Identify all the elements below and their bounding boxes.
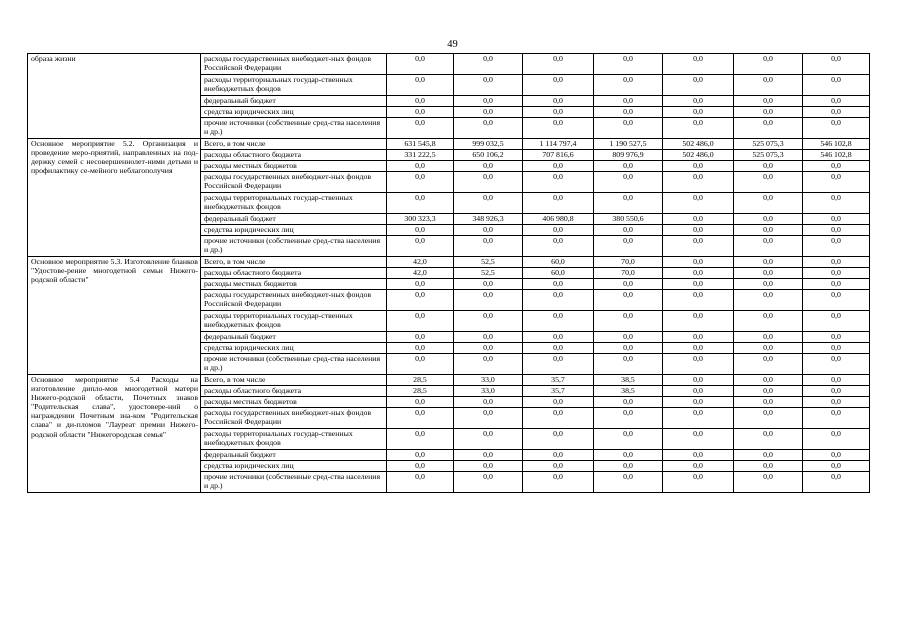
value-cell: 0,0 (594, 311, 663, 332)
value-cell: 300 323,3 (387, 214, 454, 225)
funding-source: расходы государственных внебюджет-ных фондов Российской Федерации (201, 54, 387, 75)
value-cell: 0,0 (734, 397, 803, 408)
value-cell: 0,0 (734, 96, 803, 107)
value-cell: 0,0 (523, 290, 594, 311)
value-cell: 0,0 (663, 75, 734, 96)
value-cell: 0,0 (387, 107, 454, 118)
value-cell: 0,0 (734, 172, 803, 193)
value-cell: 0,0 (663, 107, 734, 118)
measure-description: Основное мероприятие 5.4 Расходы на изготовление дипло-мов многодетной матери Нижего-родской области, Почетных знаков "Родительская слава", удостовере-ний о награждении Почетным зна-ком "Родительская слава" и ди-пломов "Лауреат премии Нижего-родской области "Нижегородская семья" (28, 375, 201, 493)
funding-source: Всего, в том числе (201, 257, 387, 268)
value-cell: 0,0 (734, 429, 803, 450)
value-cell: 33,0 (454, 375, 523, 386)
value-cell: 0,0 (387, 54, 454, 75)
value-cell: 546 102,8 (803, 139, 870, 150)
value-cell: 0,0 (663, 290, 734, 311)
value-cell: 0,0 (387, 354, 454, 375)
value-cell: 0,0 (594, 397, 663, 408)
value-cell: 0,0 (594, 408, 663, 429)
value-cell: 0,0 (387, 172, 454, 193)
funding-source: федеральный бюджет (201, 96, 387, 107)
value-cell: 502 486,0 (663, 150, 734, 161)
value-cell: 0,0 (454, 450, 523, 461)
funding-source: прочие источники (собственные сред-ства населения и др.) (201, 472, 387, 493)
value-cell: 0,0 (387, 236, 454, 257)
value-cell: 0,0 (663, 386, 734, 397)
value-cell: 0,0 (594, 225, 663, 236)
value-cell: 0,0 (663, 161, 734, 172)
value-cell: 28,5 (387, 386, 454, 397)
value-cell: 0,0 (663, 193, 734, 214)
value-cell: 0,0 (523, 311, 594, 332)
value-cell: 0,0 (523, 450, 594, 461)
value-cell: 0,0 (663, 472, 734, 493)
table-row (28, 375, 870, 386)
value-cell: 0,0 (523, 54, 594, 75)
value-cell: 0,0 (734, 118, 803, 139)
value-cell: 0,0 (803, 193, 870, 214)
value-cell: 0,0 (594, 193, 663, 214)
value-cell: 70,0 (594, 268, 663, 279)
value-cell: 0,0 (803, 96, 870, 107)
value-cell: 60,0 (523, 268, 594, 279)
value-cell: 0,0 (663, 118, 734, 139)
value-cell: 0,0 (594, 429, 663, 450)
value-cell: 0,0 (803, 172, 870, 193)
value-cell: 0,0 (734, 75, 803, 96)
value-cell: 525 075,3 (734, 150, 803, 161)
value-cell: 0,0 (734, 257, 803, 268)
value-cell: 0,0 (387, 279, 454, 290)
funding-source: Всего, в том числе (201, 139, 387, 150)
value-cell: 0,0 (803, 354, 870, 375)
table-row (28, 139, 870, 150)
value-cell: 42,0 (387, 268, 454, 279)
value-cell: 0,0 (523, 461, 594, 472)
value-cell: 0,0 (594, 290, 663, 311)
table-row (28, 54, 870, 75)
value-cell: 0,0 (803, 75, 870, 96)
value-cell: 0,0 (523, 343, 594, 354)
value-cell: 0,0 (803, 107, 870, 118)
funding-source: расходы местных бюджетов (201, 161, 387, 172)
value-cell: 0,0 (734, 332, 803, 343)
value-cell: 0,0 (523, 236, 594, 257)
funding-source: средства юридических лиц (201, 461, 387, 472)
value-cell: 0,0 (594, 75, 663, 96)
value-cell: 0,0 (594, 236, 663, 257)
value-cell: 0,0 (523, 107, 594, 118)
value-cell: 0,0 (803, 397, 870, 408)
value-cell: 0,0 (734, 408, 803, 429)
value-cell: 0,0 (663, 172, 734, 193)
funding-source: расходы местных бюджетов (201, 397, 387, 408)
value-cell: 0,0 (523, 472, 594, 493)
value-cell: 0,0 (663, 375, 734, 386)
value-cell: 0,0 (454, 408, 523, 429)
value-cell: 525 075,3 (734, 139, 803, 150)
funding-source: федеральный бюджет (201, 450, 387, 461)
value-cell: 0,0 (663, 332, 734, 343)
value-cell: 0,0 (734, 193, 803, 214)
value-cell: 0,0 (734, 161, 803, 172)
value-cell: 809 976,9 (594, 150, 663, 161)
value-cell: 0,0 (663, 408, 734, 429)
measure-description: Основное мероприятие 5.3. Изготовление бланков "Удостове-рение многодетной семьи Нижего-родской области" (28, 257, 201, 375)
value-cell: 0,0 (803, 311, 870, 332)
value-cell: 0,0 (734, 225, 803, 236)
value-cell: 0,0 (523, 172, 594, 193)
value-cell: 0,0 (803, 214, 870, 225)
value-cell: 0,0 (803, 386, 870, 397)
value-cell: 0,0 (594, 161, 663, 172)
value-cell: 52,5 (454, 268, 523, 279)
value-cell: 0,0 (454, 172, 523, 193)
value-cell: 0,0 (803, 290, 870, 311)
value-cell: 0,0 (803, 429, 870, 450)
budget-table (27, 53, 870, 493)
value-cell: 0,0 (523, 161, 594, 172)
value-cell: 0,0 (594, 118, 663, 139)
value-cell: 52,5 (454, 257, 523, 268)
funding-source: средства юридических лиц (201, 225, 387, 236)
value-cell: 0,0 (803, 408, 870, 429)
value-cell: 0,0 (594, 472, 663, 493)
funding-source: расходы государственных внебюджет-ных фондов Российской Федерации (201, 290, 387, 311)
value-cell: 0,0 (594, 279, 663, 290)
value-cell: 28,5 (387, 375, 454, 386)
value-cell: 331 222,5 (387, 150, 454, 161)
funding-source: федеральный бюджет (201, 214, 387, 225)
value-cell: 0,0 (454, 461, 523, 472)
value-cell: 707 816,6 (523, 150, 594, 161)
value-cell: 0,0 (387, 225, 454, 236)
value-cell: 0,0 (454, 290, 523, 311)
value-cell: 0,0 (663, 257, 734, 268)
value-cell: 546 102,8 (803, 150, 870, 161)
value-cell: 0,0 (734, 386, 803, 397)
table-body (28, 54, 870, 493)
value-cell: 35,7 (523, 375, 594, 386)
value-cell: 0,0 (734, 472, 803, 493)
value-cell: 0,0 (454, 311, 523, 332)
value-cell: 0,0 (803, 375, 870, 386)
value-cell: 70,0 (594, 257, 663, 268)
value-cell: 0,0 (734, 279, 803, 290)
value-cell: 0,0 (734, 214, 803, 225)
value-cell: 0,0 (454, 397, 523, 408)
value-cell: 0,0 (594, 96, 663, 107)
value-cell: 0,0 (387, 96, 454, 107)
value-cell: 0,0 (803, 268, 870, 279)
value-cell: 0,0 (663, 54, 734, 75)
value-cell: 0,0 (734, 450, 803, 461)
value-cell: 0,0 (663, 343, 734, 354)
value-cell: 0,0 (663, 268, 734, 279)
value-cell: 0,0 (387, 193, 454, 214)
value-cell: 0,0 (523, 429, 594, 450)
value-cell: 0,0 (387, 397, 454, 408)
value-cell: 0,0 (454, 107, 523, 118)
value-cell: 0,0 (594, 107, 663, 118)
value-cell: 0,0 (387, 461, 454, 472)
funding-source: расходы областного бюджета (201, 386, 387, 397)
value-cell: 406 980,8 (523, 214, 594, 225)
value-cell: 0,0 (663, 450, 734, 461)
value-cell: 0,0 (387, 429, 454, 450)
measure-description: образа жизни (28, 54, 201, 139)
value-cell: 0,0 (734, 354, 803, 375)
value-cell: 0,0 (523, 397, 594, 408)
value-cell: 0,0 (663, 214, 734, 225)
value-cell: 0,0 (803, 279, 870, 290)
funding-source: прочие источники (собственные сред-ства населения и др.) (201, 354, 387, 375)
value-cell: 0,0 (663, 311, 734, 332)
value-cell: 0,0 (734, 375, 803, 386)
page-number: 49 (447, 39, 458, 50)
funding-source: расходы территориальных государ-ственных внебюджетных фондов (201, 429, 387, 450)
value-cell: 1 190 527,5 (594, 139, 663, 150)
funding-source: расходы областного бюджета (201, 268, 387, 279)
value-cell: 0,0 (454, 343, 523, 354)
value-cell: 0,0 (663, 96, 734, 107)
value-cell: 0,0 (523, 118, 594, 139)
funding-source: расходы государственных внебюджет-ных фондов Российской Федерации (201, 408, 387, 429)
value-cell: 0,0 (734, 107, 803, 118)
value-cell: 0,0 (594, 172, 663, 193)
value-cell: 0,0 (454, 236, 523, 257)
value-cell: 0,0 (523, 75, 594, 96)
value-cell: 0,0 (523, 96, 594, 107)
value-cell: 0,0 (523, 225, 594, 236)
value-cell: 0,0 (454, 54, 523, 75)
value-cell: 0,0 (734, 461, 803, 472)
funding-source: Всего, в том числе (201, 375, 387, 386)
value-cell: 650 106,2 (454, 150, 523, 161)
value-cell: 0,0 (387, 343, 454, 354)
value-cell: 0,0 (663, 279, 734, 290)
value-cell: 631 545,8 (387, 139, 454, 150)
funding-source: расходы государственных внебюджет-ных фондов Российской Федерации (201, 172, 387, 193)
value-cell: 0,0 (454, 279, 523, 290)
value-cell: 0,0 (663, 236, 734, 257)
value-cell: 0,0 (803, 257, 870, 268)
value-cell: 0,0 (663, 225, 734, 236)
value-cell: 0,0 (387, 311, 454, 332)
value-cell: 0,0 (387, 450, 454, 461)
value-cell: 38,5 (594, 375, 663, 386)
value-cell: 0,0 (387, 472, 454, 493)
funding-source: расходы территориальных государ-ственных внебюджетных фондов (201, 311, 387, 332)
value-cell: 348 926,3 (454, 214, 523, 225)
funding-source: средства юридических лиц (201, 343, 387, 354)
value-cell: 0,0 (454, 354, 523, 375)
value-cell: 0,0 (523, 279, 594, 290)
value-cell: 0,0 (523, 408, 594, 429)
table-row (28, 257, 870, 268)
value-cell: 0,0 (387, 161, 454, 172)
value-cell: 0,0 (734, 268, 803, 279)
value-cell: 0,0 (594, 450, 663, 461)
funding-source: федеральный бюджет (201, 332, 387, 343)
value-cell: 0,0 (803, 332, 870, 343)
value-cell: 0,0 (663, 429, 734, 450)
value-cell: 0,0 (734, 343, 803, 354)
value-cell: 0,0 (523, 354, 594, 375)
value-cell: 0,0 (803, 118, 870, 139)
value-cell: 0,0 (594, 54, 663, 75)
value-cell: 0,0 (803, 472, 870, 493)
value-cell: 0,0 (663, 354, 734, 375)
value-cell: 0,0 (663, 397, 734, 408)
value-cell: 0,0 (454, 96, 523, 107)
funding-source: средства юридических лиц (201, 107, 387, 118)
value-cell: 0,0 (454, 161, 523, 172)
value-cell: 0,0 (454, 118, 523, 139)
value-cell: 0,0 (663, 461, 734, 472)
funding-source: расходы территориальных государ-ственных внебюджетных фондов (201, 75, 387, 96)
value-cell: 0,0 (387, 332, 454, 343)
funding-source: расходы территориальных государ-ственных внебюджетных фондов (201, 193, 387, 214)
value-cell: 60,0 (523, 257, 594, 268)
value-cell: 0,0 (594, 354, 663, 375)
value-cell: 0,0 (594, 343, 663, 354)
funding-source: прочие источники (собственные сред-ства населения и др.) (201, 236, 387, 257)
value-cell: 38,5 (594, 386, 663, 397)
value-cell: 0,0 (803, 225, 870, 236)
value-cell: 0,0 (803, 343, 870, 354)
value-cell: 0,0 (803, 161, 870, 172)
value-cell: 0,0 (454, 193, 523, 214)
funding-source: прочие источники (собственные сред-ства населения и др.) (201, 118, 387, 139)
value-cell: 0,0 (803, 54, 870, 75)
value-cell: 0,0 (387, 75, 454, 96)
funding-source: расходы областного бюджета (201, 150, 387, 161)
value-cell: 35,7 (523, 386, 594, 397)
value-cell: 0,0 (523, 193, 594, 214)
value-cell: 0,0 (803, 236, 870, 257)
value-cell: 0,0 (734, 290, 803, 311)
value-cell: 0,0 (734, 311, 803, 332)
value-cell: 0,0 (523, 332, 594, 343)
value-cell: 0,0 (387, 118, 454, 139)
value-cell: 0,0 (594, 332, 663, 343)
value-cell: 502 486,0 (663, 139, 734, 150)
value-cell: 0,0 (454, 225, 523, 236)
value-cell: 0,0 (454, 75, 523, 96)
funding-source: расходы местных бюджетов (201, 279, 387, 290)
value-cell: 0,0 (454, 472, 523, 493)
value-cell: 0,0 (454, 429, 523, 450)
value-cell: 0,0 (734, 54, 803, 75)
value-cell: 380 550,6 (594, 214, 663, 225)
value-cell: 0,0 (387, 408, 454, 429)
value-cell: 0,0 (454, 332, 523, 343)
measure-description: Основное мероприятие 5.2. Организация и проведение меро-приятий, направленных на под-держку семей с несовершеннолет-ними детьми и профилактику се-мейного неблагополучия (28, 139, 201, 257)
value-cell: 33,0 (454, 386, 523, 397)
value-cell: 1 114 797,4 (523, 139, 594, 150)
value-cell: 0,0 (803, 450, 870, 461)
value-cell: 999 032,5 (454, 139, 523, 150)
value-cell: 0,0 (734, 236, 803, 257)
value-cell: 0,0 (803, 461, 870, 472)
value-cell: 0,0 (387, 290, 454, 311)
value-cell: 0,0 (594, 461, 663, 472)
value-cell: 42,0 (387, 257, 454, 268)
